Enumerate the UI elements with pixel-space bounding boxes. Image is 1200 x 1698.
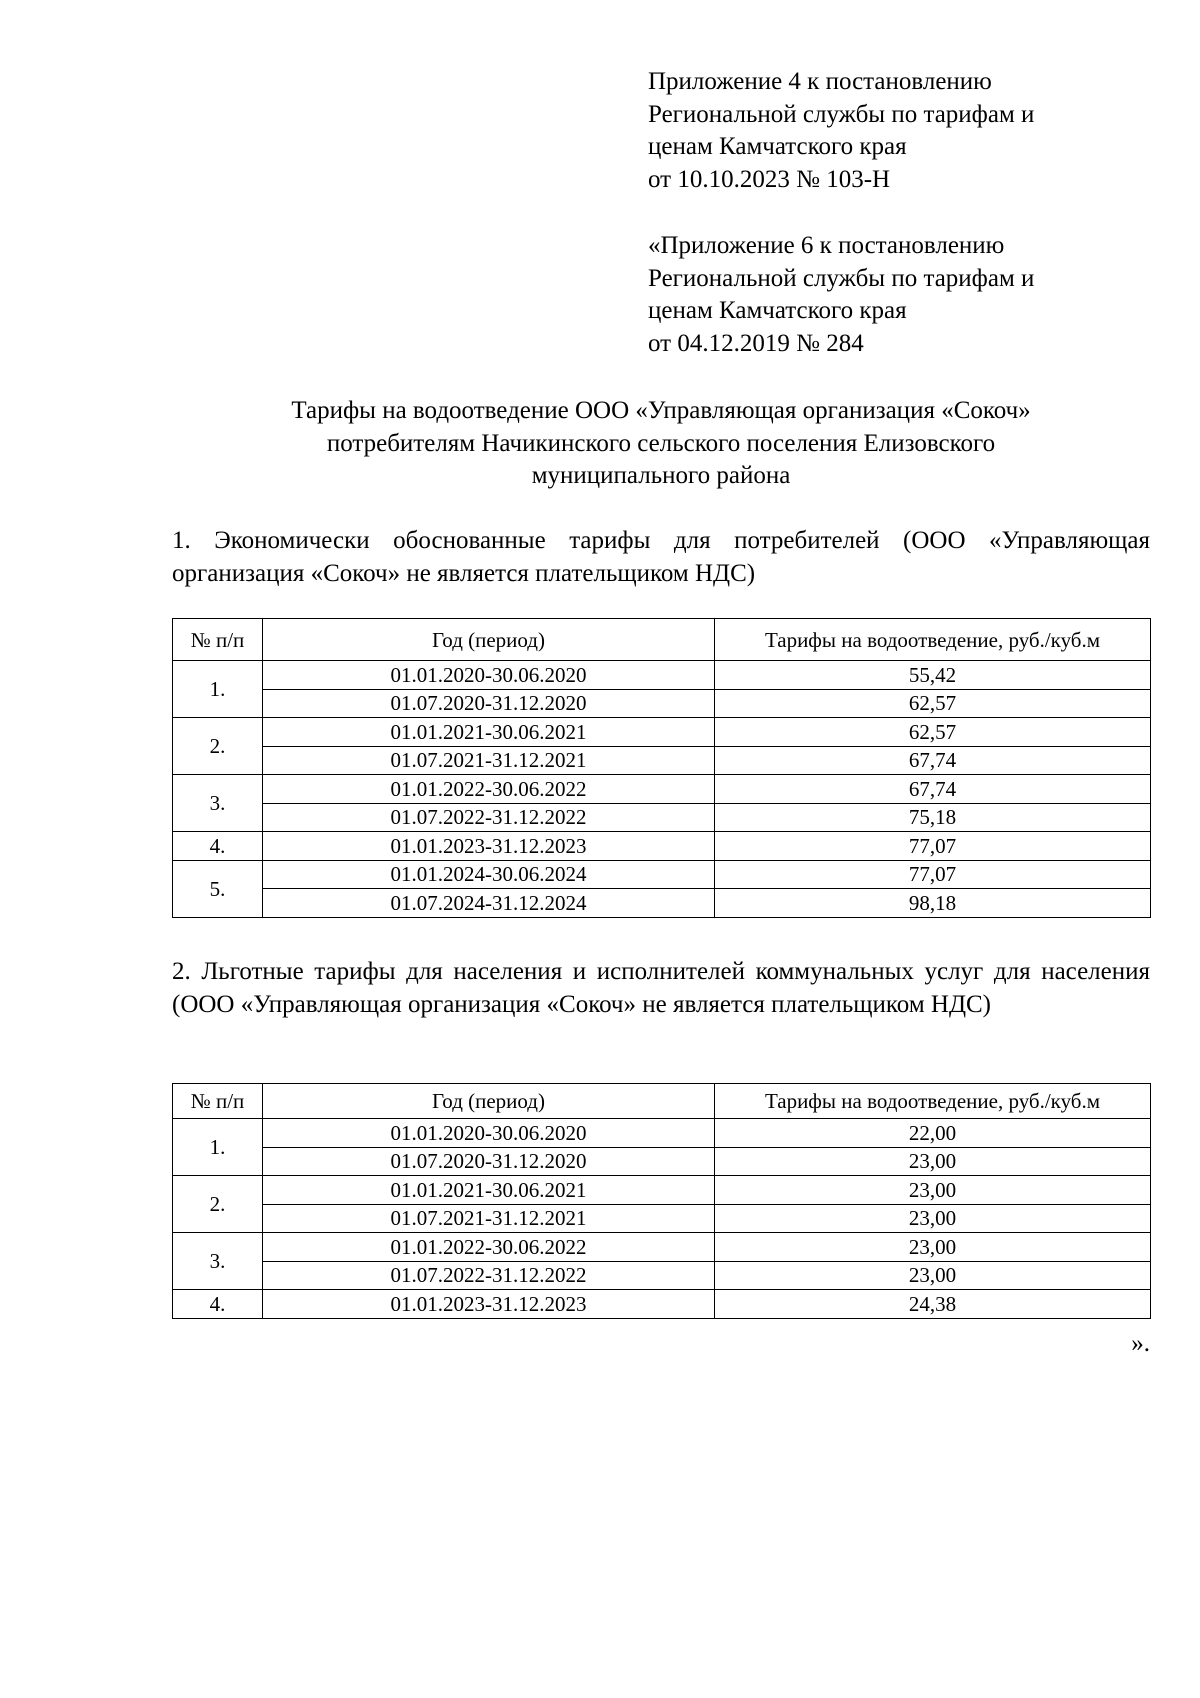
table-row: [173, 1147, 1151, 1176]
period-cell: 01.01.2024-30.06.2024: [263, 860, 715, 889]
period-cell: 01.01.2021-30.06.2021: [263, 1176, 715, 1205]
tariff-value-cell: 55,42: [715, 661, 1151, 690]
row-number-cell: 1.: [173, 661, 263, 718]
table-row: [173, 803, 1151, 832]
tariff-value-cell: 23,00: [715, 1204, 1151, 1233]
table-row: [173, 718, 1151, 747]
tariff-value-cell: 67,74: [715, 746, 1151, 775]
tariff-value-cell: 23,00: [715, 1176, 1151, 1205]
table-row: [173, 661, 1151, 690]
document-title-line-2: потребителям Начикинского сельского поселения Елизовского: [326, 429, 996, 457]
row-number-cell: 5.: [173, 860, 263, 917]
table-row: [173, 860, 1151, 889]
appendix-original-line-2: Региональной службы по тарифам и: [648, 264, 1035, 292]
appendix-original-line-4: от 04.12.2019 № 284: [648, 329, 864, 357]
column-header-number: № п/п: [173, 1084, 263, 1119]
period-cell: 01.07.2021-31.12.2021: [263, 746, 715, 775]
row-number-cell: 2.: [173, 1176, 263, 1233]
period-cell: 01.01.2023-31.12.2023: [263, 1290, 715, 1319]
period-cell: 01.07.2022-31.12.2022: [263, 803, 715, 832]
document-title-line-3: муниципального района: [531, 462, 791, 489]
tariff-value-cell: 75,18: [715, 803, 1151, 832]
tariff-value-cell: 67,74: [715, 775, 1151, 804]
period-cell: 01.01.2022-30.06.2022: [263, 775, 715, 804]
document-title-line-1: Тарифы на водоотведение ООО «Управляющая организация «Сокоч»: [291, 397, 1031, 424]
table-row: [173, 775, 1151, 804]
tariff-value-cell: 77,07: [715, 832, 1151, 861]
column-header-period: Год (период): [263, 619, 715, 661]
section-2-heading: 2. Льготные тарифы для населения и исполнителей коммунальных услуг для населения (ООО «Управляющая организация «Сокоч» не является плательщиком НДС): [172, 958, 1150, 1018]
table-row: [173, 1290, 1151, 1319]
column-header-tariff: Тарифы на водоотведение, руб./куб.м: [715, 619, 1151, 661]
period-cell: 01.01.2022-30.06.2022: [263, 1233, 715, 1262]
row-number-cell: 3.: [173, 1233, 263, 1290]
section-1-heading: 1. Экономически обоснованные тарифы для потребителей (ООО «Управляющая организация «Сокоч» не является плательщиком НДС): [172, 527, 1150, 587]
appendix-original-line-1: «Приложение 6 к постановлению: [648, 232, 1005, 259]
appendix-current-line-4: от 10.10.2023 № 103-Н: [648, 165, 891, 193]
period-cell: 01.07.2022-31.12.2022: [263, 1261, 715, 1290]
table-row: [173, 1119, 1151, 1148]
row-number-cell: 2.: [173, 718, 263, 775]
document-title: [172, 395, 1150, 493]
table-row: [173, 889, 1151, 918]
tariff-table-preferential: [172, 1083, 1151, 1319]
tariff-value-cell: 77,07: [715, 860, 1151, 889]
table-row: [173, 689, 1151, 718]
period-cell: 01.01.2023-31.12.2023: [263, 832, 715, 861]
tariff-value-cell: 22,00: [715, 1119, 1151, 1148]
table-header-row: [173, 1084, 1151, 1119]
closing-quote-mark: ».: [1131, 1330, 1150, 1357]
tariff-value-cell: 23,00: [715, 1147, 1151, 1176]
table-row: [173, 1261, 1151, 1290]
tariff-value-cell: 98,18: [715, 889, 1151, 918]
row-number-cell: 4.: [173, 832, 263, 861]
appendix-original-line-3: ценам Камчатского края: [648, 297, 907, 324]
appendix-current-line-2: Региональной службы по тарифам и: [648, 100, 1035, 128]
appendix-current-line-1: Приложение 4 к постановлению: [648, 68, 992, 95]
column-header-tariff: Тарифы на водоотведение, руб./куб.м: [715, 1084, 1151, 1119]
appendix-current-line-3: ценам Камчатского края: [648, 133, 907, 160]
tariff-value-cell: 23,00: [715, 1233, 1151, 1262]
column-header-period: Год (период): [263, 1084, 715, 1119]
row-number-cell: 3.: [173, 775, 263, 832]
table-row: [173, 746, 1151, 775]
appendix-header-original: [648, 230, 1168, 360]
period-cell: 01.07.2021-31.12.2021: [263, 1204, 715, 1233]
table-row: [173, 1176, 1151, 1205]
row-number-cell: 4.: [173, 1290, 263, 1319]
table-header-row: [173, 619, 1151, 661]
table-row: [173, 1204, 1151, 1233]
period-cell: 01.01.2020-30.06.2020: [263, 661, 715, 690]
period-cell: 01.07.2024-31.12.2024: [263, 889, 715, 918]
column-header-number: № п/п: [173, 619, 263, 661]
period-cell: 01.07.2020-31.12.2020: [263, 1147, 715, 1176]
tariff-value-cell: 24,38: [715, 1290, 1151, 1319]
appendix-header-current: [648, 66, 1168, 196]
period-cell: 01.01.2020-30.06.2020: [263, 1119, 715, 1148]
tariff-value-cell: 23,00: [715, 1261, 1151, 1290]
tariff-table-economic: [172, 618, 1151, 918]
period-cell: 01.07.2020-31.12.2020: [263, 689, 715, 718]
row-number-cell: 1.: [173, 1119, 263, 1176]
table-row: [173, 1233, 1151, 1262]
table-row: [173, 832, 1151, 861]
tariff-value-cell: 62,57: [715, 689, 1151, 718]
period-cell: 01.01.2021-30.06.2021: [263, 718, 715, 747]
tariff-value-cell: 62,57: [715, 718, 1151, 747]
